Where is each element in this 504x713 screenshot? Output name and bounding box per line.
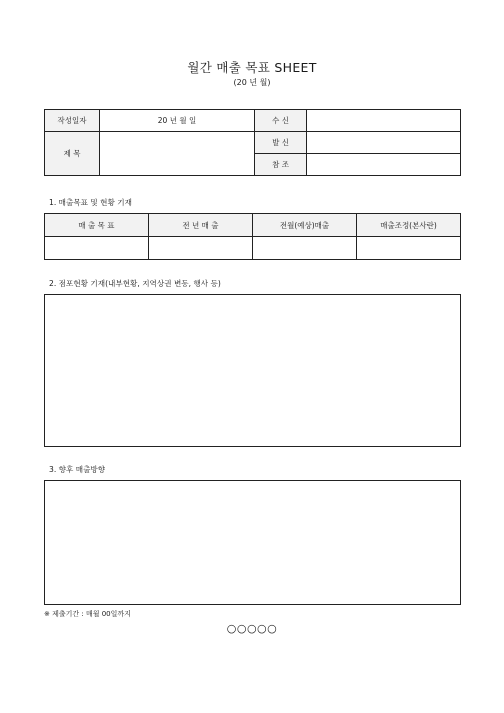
subject-label: 제 목 bbox=[45, 132, 100, 176]
cell-prev-year-sales[interactable] bbox=[149, 237, 253, 260]
col-prev-month-sales: 전월(예상)매출 bbox=[253, 214, 357, 237]
submission-note: ※ 제출기간 : 매월 00일까지 bbox=[44, 610, 131, 618]
cell-sales-target[interactable] bbox=[45, 237, 149, 260]
col-sales-adjustment: 매출조정(본사란) bbox=[357, 214, 461, 237]
cc-field[interactable] bbox=[307, 154, 461, 176]
col-sales-target: 매 출 목 표 bbox=[45, 214, 149, 237]
section3-heading: 3. 향후 매출방향 bbox=[49, 465, 106, 474]
sales-target-table bbox=[44, 213, 461, 260]
signature-placeholder: ○○○○○ bbox=[226, 622, 278, 635]
page-subtitle-period: (20 년 월) bbox=[233, 78, 271, 87]
date-label: 작성일자 bbox=[45, 110, 100, 132]
subject-field[interactable] bbox=[100, 132, 255, 176]
store-status-box[interactable] bbox=[44, 294, 461, 447]
cell-sales-adjustment[interactable] bbox=[357, 237, 461, 260]
recipient-field[interactable] bbox=[307, 110, 461, 132]
info-table bbox=[44, 109, 461, 176]
cc-label: 참 조 bbox=[255, 154, 307, 176]
date-value[interactable]: 20 년 월 일 bbox=[100, 110, 255, 132]
section1-heading: 1. 매출목표 및 현황 기재 bbox=[49, 198, 132, 207]
page-title: 월간 매출 목표 SHEET bbox=[187, 60, 317, 75]
col-prev-year-sales: 전 년 매 출 bbox=[149, 214, 253, 237]
cell-prev-month-sales[interactable] bbox=[253, 237, 357, 260]
section2-heading: 2. 점포현황 기재(내부현황, 지역상권 변동, 행사 등) bbox=[49, 279, 221, 288]
recipient-label: 수 신 bbox=[255, 110, 307, 132]
future-direction-box[interactable] bbox=[44, 480, 461, 605]
sender-label: 발 신 bbox=[255, 132, 307, 154]
sender-field[interactable] bbox=[307, 132, 461, 154]
